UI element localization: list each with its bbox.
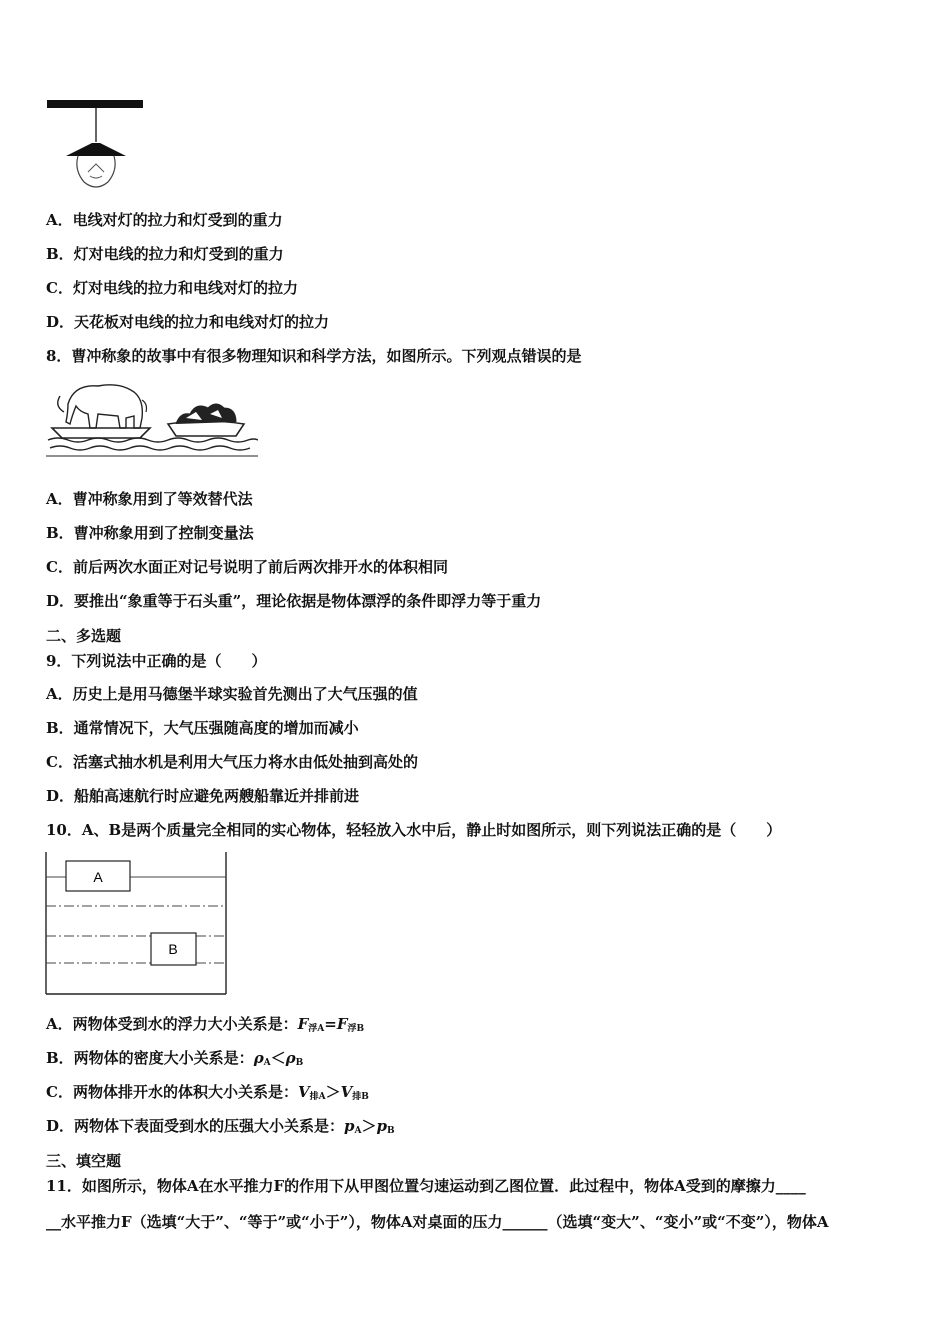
displaced-a-subscript: 排A: [309, 1092, 326, 1102]
volume-symbol: V: [297, 1083, 310, 1101]
q10-option-c-text: C．两物体排开水的体积大小关系是：: [46, 1083, 298, 1101]
pressure-symbol-2: p: [376, 1117, 388, 1135]
volume-symbol-2: V: [340, 1083, 353, 1101]
q10-option-b-text: B．两物体的密度大小关系是：: [46, 1049, 254, 1067]
q10-option-d: [46, 1116, 395, 1141]
q10-option-d-text: D．两物体下表面受到水的压强大小关系是：: [46, 1117, 345, 1135]
force-symbol: F: [297, 1015, 309, 1033]
q8-option-b: B．曹冲称象用到了控制变量法: [46, 524, 254, 542]
q9-option-d: D．船舶高速航行时应避免两艘船靠近并排前进: [46, 787, 360, 805]
less-than-sign: ＜: [270, 1049, 286, 1067]
q7-option-a: A．电线对灯的拉力和灯受到的重力: [46, 211, 283, 229]
hanging-lamp-figure: [44, 96, 144, 196]
section-fill-in: 三、填空题: [46, 1152, 122, 1170]
subscript-b: B: [295, 1058, 304, 1068]
pressure-symbol: p: [344, 1117, 355, 1135]
q9-option-c: C．活塞式抽水机是利用大气压力将水由低处抽到高处的: [46, 753, 418, 771]
q9-option-a: A．历史上是用马德堡半球实验首先测出了大气压强的值: [46, 685, 418, 703]
subscript-a-2: A: [354, 1126, 362, 1136]
q10-stem: 10．A、B是两个质量完全相同的实心物体，轻轻放入水中后，静止时如图所示，则下列说法正确的是（ ）: [46, 821, 782, 839]
block-a-label: A: [93, 869, 103, 885]
q11-line-1: 11．如图所示，物体A在水平推力F的作用下从甲图位置匀速运动到乙图位置．此过程中，物体A受到的摩擦力____: [46, 1177, 806, 1195]
q8-option-a: A．曹冲称象用到了等效替代法: [46, 490, 253, 508]
greater-than-sign: ＞: [325, 1083, 341, 1101]
q8-option-c: C．前后两次水面正对记号说明了前后两次排开水的体积相同: [46, 558, 448, 576]
displaced-b-subscript: 排B: [352, 1092, 369, 1102]
q11-line-2: __水平推力F（选填“大于”、“等于”或“小于”），物体A对桌面的压力______（选填“变大”、“变小”或“不变”），物体A: [46, 1213, 829, 1231]
rho-symbol-2: ρ: [285, 1049, 296, 1067]
water-tank-figure: [44, 852, 230, 996]
buoyancy-a-subscript: 浮A: [308, 1024, 325, 1034]
q10-option-a: [46, 1014, 364, 1039]
q9-stem: 9．下列说法中正确的是（ ）: [46, 652, 267, 670]
buoyancy-b-subscript: 浮B: [347, 1024, 365, 1034]
section-multiple-choice: 二、多选题: [46, 627, 122, 645]
subscript-a: A: [263, 1058, 271, 1068]
q7-option-d: D．天花板对电线的拉力和电线对灯的拉力: [46, 313, 330, 331]
q8-stem: 8．曹冲称象的故事中有很多物理知识和科学方法，如图所示。下列观点错误的是: [46, 347, 582, 365]
rho-symbol: ρ: [253, 1049, 264, 1067]
q9-option-b: B．通常情况下，大气压强随高度的增加而减小: [46, 719, 359, 737]
block-b-label: B: [168, 941, 178, 957]
cao-chong-elephant-figure: [46, 378, 258, 462]
q10-option-a-text: A．两物体受到水的浮力大小关系是：: [46, 1015, 298, 1033]
equals-sign: =: [324, 1015, 337, 1033]
q7-option-c: C．灯对电线的拉力和电线对灯的拉力: [46, 279, 298, 297]
q10-option-c: [46, 1082, 369, 1107]
q8-option-d: D．要推出“象重等于石头重”，理论依据是物体漂浮的条件即浮力等于重力: [46, 592, 542, 610]
q10-option-b: [46, 1048, 303, 1073]
subscript-b-2: B: [387, 1126, 395, 1136]
force-symbol-2: F: [336, 1015, 348, 1033]
q7-option-b: B．灯对电线的拉力和灯受到的重力: [46, 245, 284, 263]
greater-than-sign-2: ＞: [361, 1117, 377, 1135]
